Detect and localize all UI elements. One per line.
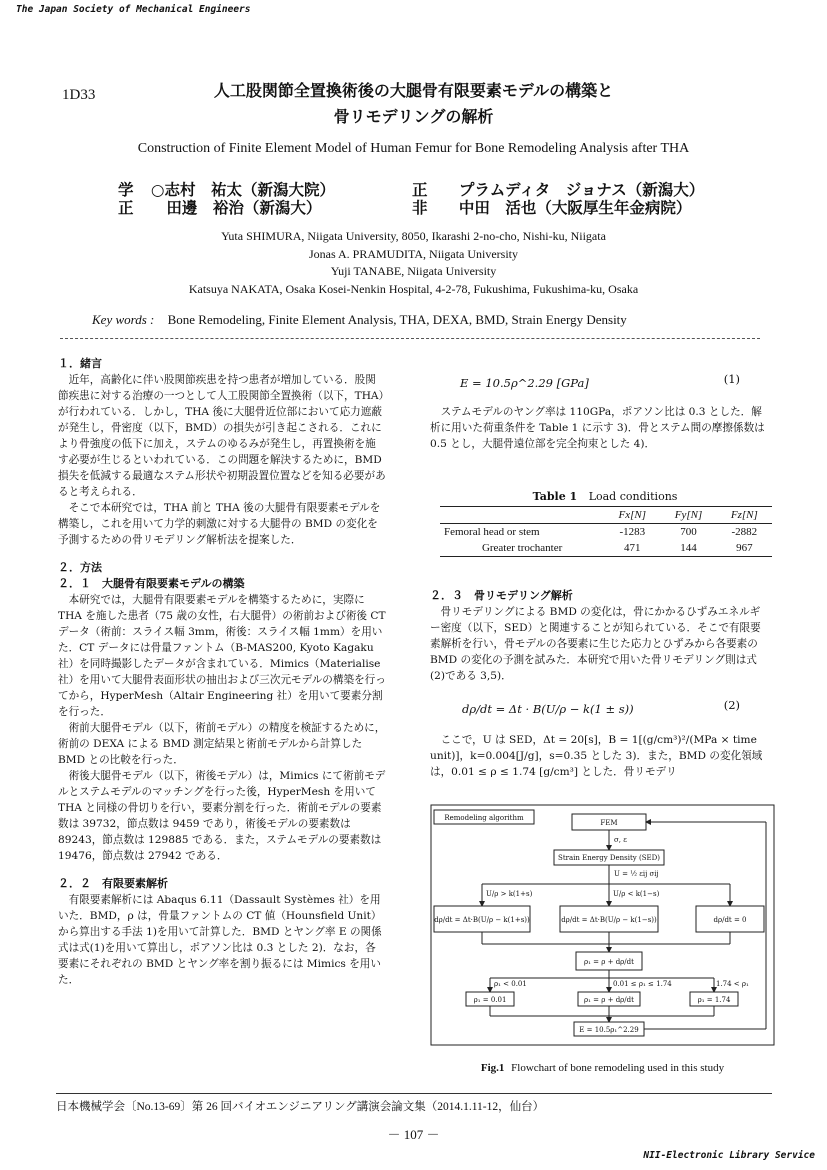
algorithm-label: Remodeling algorithm: [444, 814, 524, 822]
keywords: [92, 312, 627, 328]
equation-number: (2): [723, 698, 740, 712]
condition-decrease: U/ρ < k(1−s): [613, 890, 660, 898]
table-cell: Femoral head or stem: [444, 526, 540, 538]
paragraph: 術前大腿骨モデル（以下，術前モデル）の精度を検証するために，術前の DEXA による BMD 測定結果と術前モデルから計算した BMD との比較を行った．: [58, 722, 386, 766]
footer-divider: [56, 1093, 772, 1094]
section-2-3-block: [430, 582, 770, 684]
youngs-modulus-eq: E = 10.5ρ₁^2.29: [579, 1026, 639, 1034]
section-2-title: ２．方法: [58, 561, 102, 574]
paragraph: ステムモデルのヤング率は 110GPa，ポアソン比は 0.3 とした．解析に用いた荷重条件を Table 1 に示す 3)．骨とステム間の摩擦係数は 0.5 とし，大腿骨遠位部を完全拘束とした 4)．: [430, 406, 765, 450]
condition-high: 1.74 < ρ₁: [716, 980, 749, 988]
update-eq: ρ₁ = ρ + dρ/dt: [584, 958, 634, 966]
table-row: [440, 524, 772, 541]
table-cell: 967: [736, 542, 753, 554]
table-header-cell: Fz[N]: [730, 509, 758, 521]
stress-strain-label: σ, ε: [614, 836, 627, 844]
u-equation: U = ½ εij σij: [614, 870, 659, 878]
paragraph: そこで本研究では，THA 前と THA 後の大腿骨有限要素モデルを構築し，これを用いて力学的刺激に対する大腿骨の BMD の変化を予測するための骨リモデリング解析法を提案した．: [58, 502, 381, 546]
equation-text: E = 10.5ρ^2.29 [GPa]: [460, 376, 589, 390]
table-header-cell: Fy[N]: [674, 509, 703, 521]
paragraph: 骨リモデリングによる BMD の変化は，骨にかかるひずみエネルギー密度（以下，SED）と関連することが知られている．そこで有限要素解析を行い，骨モデルの各要素に生じた応力とひずみから各要素の BMD の変化の予測を試みた．本研究で用いた骨リモデリング則は式(2)である 3,5)．: [430, 606, 761, 682]
figure-label: Fig.1: [480, 1062, 505, 1074]
keywords-label: Key words :: [92, 312, 155, 327]
author-role: 学: [118, 181, 134, 199]
paragraph: 有限要素解析には Abaqus 6.11（Dassault Systèmes 社）を用いた．BMD，ρ は，骨量ファントムの CT 値（Hounsfield Unit）から算出する手法 1)を用いて計算した．BMD とヤング率 E の関係式は式(1)を用いて算出し，ポアソン比は 0.3 とした 2)．なお，各要素にそれぞれの BMD とヤング率を割り振るには Mimics を用いた．: [58, 894, 382, 986]
table-label: Table 1: [532, 490, 578, 503]
table-1-caption: [440, 490, 770, 503]
sed-label: Strain Energy Density (SED): [558, 854, 660, 862]
stem-paragraph-block: [430, 404, 770, 452]
section-2-1-title: ２．１ 大腿骨有限要素モデルの構築: [58, 577, 245, 590]
params-paragraph-block: [430, 732, 770, 780]
paragraph: 近年，高齢化に伴い股関節疾患を持つ患者が増加している．股関節疾患に対する治療の一つとして人工股関節全置換術（以下，THA）が行われている．しかし，THA 後に大腿骨近位部において応力遮蔽が発生し，骨密度（以下，BMD）の損失が引き起こされる．これにより骨強度の低下に加え，ステムのゆるみが発生し，再置換術を施す必要が生じるといわれている．この問題を解決するために，BMD 損失を低減する最適なステム形状や初期設置位置などを知る必要があると考えられる．: [58, 374, 386, 498]
table-caption-text: Load conditions: [588, 490, 678, 503]
fem-label: FEM: [600, 819, 618, 827]
left-column: [58, 350, 386, 988]
section-1-title: １．緒言: [58, 357, 102, 370]
affiliation-line: Katsuya NAKATA, Osaka Kosei-Nenkin Hospital, 4-2-78, Fukushima, Fukushima-ku, Osaka: [188, 281, 639, 296]
table-cell: 700: [680, 526, 697, 538]
author-4: [412, 196, 691, 218]
paper-id: 1D33: [62, 87, 96, 103]
low-result: ρ₁ = 0.01: [473, 996, 507, 1004]
high-result: ρ₁ = 1.74: [697, 996, 731, 1004]
page-number: － 107 －: [387, 1127, 440, 1142]
condition-mid: 0.01 ≤ ρ₁ ≤ 1.74: [613, 980, 672, 988]
no-change-eq: dρ/dt = 0: [713, 916, 747, 924]
affiliation-line: Yuji TANABE, Niigata University: [330, 264, 497, 278]
section-2-2-title: ２．２ 有限要素解析: [58, 877, 168, 890]
author-role: 正: [412, 181, 428, 199]
table-header-row: [440, 507, 772, 524]
equation-text: dρ/dt = Δt · B(U/ρ − k(1 ± s)): [462, 702, 634, 716]
keywords-text: Bone Remodeling, Finite Element Analysis, THA, DEXA, BMD, Strain Energy Density: [167, 312, 627, 327]
author-2: [118, 196, 321, 218]
author-role: 非: [412, 199, 428, 217]
affiliation-line: Jonas A. PRAMUDITA, Niigata University: [308, 246, 519, 261]
equation-2: [430, 698, 770, 717]
title-jp: [0, 78, 827, 130]
table-header-cell: [440, 507, 604, 524]
author-name: プラムディタ ジョナス（新潟大）: [458, 181, 705, 199]
increase-rate-eq: dρ/dt = Δt·B(U/ρ − k(1+s)): [434, 916, 530, 924]
table-header-cell: Fx[N]: [618, 509, 647, 521]
affiliation-line: Yuta SHIMURA, Niigata University, 8050, Ikarashi 2-no-cho, Nishi-ku, Niigata: [221, 229, 606, 243]
table-cell: 144: [680, 542, 697, 554]
title-en: Construction of Finite Element Model of Human Femur for Bone Remodeling Analysis after THA: [137, 141, 690, 156]
table-row: [440, 540, 772, 557]
remodeling-flowchart: [430, 804, 775, 1054]
title-jp-line2: 骨リモデリングの解析: [333, 107, 494, 126]
title-jp-line1: 人工股関節全置換術後の大腿骨有限要素モデルの構築と: [213, 81, 614, 100]
paragraph: 術後大腿骨モデル（以下，術後モデル）は，Mimics にて術前モデルとステムモデルのマッチングを行った後，HyperMesh を用いて THA と同様の骨切りを行い，要素分割を行った．術前モデルの要素数は 39732，節点数は 9459 であり，術後モデルの要素数は 89243，節点数は 129885 である．また，ステムモデルの要素数は 19476，節点数は 27942 である．: [58, 770, 386, 862]
paragraph: ここで，U は SED，Δt = 20[s]，B = 1[(g/cm³)²/(MPa × time unit)]，k=0.004[J/g]，s=0.35 とした 3)．また，BMD の変化領域は，0.01 ≤ ρ ≤ 1.74 [g/cm³] とした．骨リモデリ: [430, 734, 763, 778]
condition-low: ρ₁ < 0.01: [494, 980, 527, 988]
equation-1: [430, 372, 770, 391]
nii-footer: NII-Electronic Library Service: [643, 1150, 815, 1161]
equation-number: (1): [723, 372, 740, 386]
paragraph: 本研究では，大腿骨有限要素モデルを構築するために，実際に THA を施した患者（75 歳の女性，右大腿骨）の術前および術後 CT データ（術前：スライス幅 3mm，術後：スライス幅 1mm）を用いた．CT データには骨量ファントム（B-MAS200, Kyoto Kagaku 社）を同時撮影したデータが含まれている．Mimics（Materialise 社）を用いて大腿骨表面形状の抽出および三次元モデルの構築を行ってから，HyperMesh（Altair Engineering 社）を用いて要素分割を行った．: [58, 594, 386, 718]
load-table: [440, 506, 772, 557]
author-name: 中田 活也（大阪厚生年金病院）: [458, 199, 692, 217]
table-cell: -2882: [731, 526, 758, 538]
condition-increase: U/ρ > k(1+s): [486, 890, 533, 898]
figure-caption: [430, 1062, 775, 1074]
figure-caption-text: Flowchart of bone remodeling used in this study: [511, 1062, 725, 1074]
table-cell: Greater trochanter: [481, 542, 563, 554]
author-name: 田邊 裕治（新潟大）: [150, 199, 322, 217]
section-2-3-title: ２．３ 骨リモデリング解析: [430, 589, 573, 602]
author-role: 正: [118, 199, 134, 217]
affiliations: [0, 228, 827, 298]
author-name: ○志村 祐太（新潟大院）: [150, 181, 335, 199]
table-cell: -1283: [619, 526, 646, 538]
mid-result: ρ₁ = ρ + dρ/dt: [584, 996, 634, 1004]
footer-citation: 日本機械学会〔No.13-69〕第 26 回バイオエンジニアリング講演会論文集（2014.1.11-12，仙台）: [56, 1101, 545, 1113]
society-header: The Japan Society of Mechanical Engineers: [16, 4, 251, 15]
table-cell: 471: [624, 542, 641, 554]
decrease-rate-eq: dρ/dt = Δt·B(U/ρ − k(1−s)): [561, 916, 657, 924]
header-divider: [60, 338, 760, 339]
